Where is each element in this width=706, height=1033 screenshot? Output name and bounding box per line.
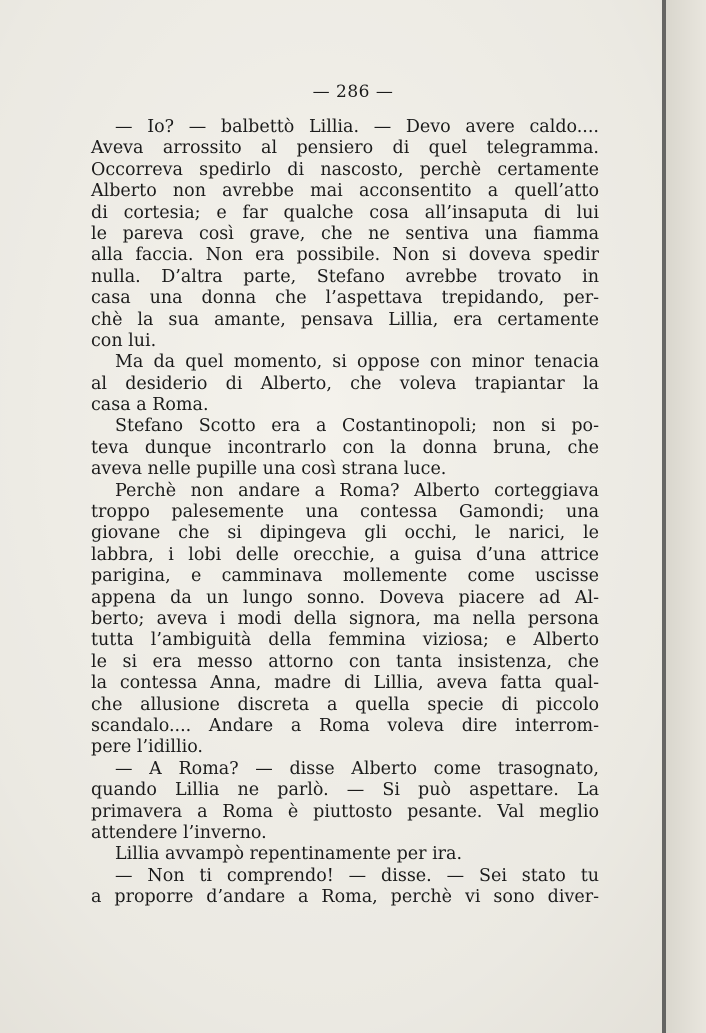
text-line: appena da un lungo sonno. Doveva piacere ad Al- xyxy=(91,587,599,608)
text-line: tutta l’ambiguità della femmina viziosa; e Alberto xyxy=(91,630,599,651)
text-line: scandalo.... Andare a Roma voleva dire interrom- xyxy=(91,715,599,736)
text-line: casa a Roma. xyxy=(91,395,209,416)
page-number: — 286 — xyxy=(312,82,394,102)
text-line: giovane che si dipingeva gli occhi, le narici, le xyxy=(91,523,599,544)
adjacent-page-strip xyxy=(666,0,706,1033)
text-line: Perchè non andare a Roma? Alberto corteggiava xyxy=(115,480,599,501)
text-line: alla faccia. Non era possibile. Non si doveva spedir xyxy=(91,245,599,266)
text-line: di cortesia; e far qualche cosa all’insaputa di lui xyxy=(91,202,599,223)
text-line: — Non ti comprendo! — disse. — Sei stato tu xyxy=(115,865,599,886)
text-line: — Io? — balbettò Lillia. — Devo avere caldo.... xyxy=(115,117,599,137)
body-text xyxy=(91,117,599,908)
text-line: troppo palesemente una contessa Gamondi; una xyxy=(91,502,599,523)
text-line: primavera a Roma è piuttosto pesante. Val meglio xyxy=(91,801,599,822)
text-line: Ma da quel momento, si oppose con minor tenacia xyxy=(115,352,599,373)
text-line: Alberto non avrebbe mai acconsentito a quell’atto xyxy=(91,181,599,202)
text-line: — A Roma? — disse Alberto come trasognato, xyxy=(115,758,599,779)
text-line: chè la sua amante, pensava Lillia, era certamente xyxy=(91,309,599,330)
text-line: con lui. xyxy=(91,330,157,351)
text-line: Aveva arrossito al pensiero di quel telegramma. xyxy=(91,138,599,159)
text-line: a proporre d’andare a Roma, perchè vi sono diver- xyxy=(91,887,599,908)
text-line: quando Lillia ne parlò. — Si può aspettare. La xyxy=(91,780,599,801)
text-line: al desiderio di Alberto, che voleva trapiantar la xyxy=(91,373,599,394)
text-line: le si era messo attorno con tanta insistenza, che xyxy=(91,651,599,672)
text-line: attendere l’inverno. xyxy=(91,822,267,843)
text-line: casa una donna che l’aspettava trepidando, per- xyxy=(91,288,599,309)
text-line: Stefano Scotto era a Costantinopoli; non si po- xyxy=(115,416,599,437)
text-line: le pareva così grave, che ne sentiva una fiamma xyxy=(91,223,599,244)
text-line: pere l’idillio. xyxy=(91,737,203,758)
text-line: teva dunque incontrarlo con la donna bruna, che xyxy=(91,437,599,458)
text-line: berto; aveva i modi della signora, ma nella persona xyxy=(91,608,599,629)
text-line: Occorreva spedirlo di nascosto, perchè certamente xyxy=(91,159,599,180)
text-line: la contessa Anna, madre di Lillia, aveva fatta qual- xyxy=(91,673,599,694)
text-line: Lillia avvampò repentinamente per ira. xyxy=(115,844,463,865)
text-line: che allusione discreta a quella specie di piccolo xyxy=(91,694,599,715)
text-line: nulla. D’altra parte, Stefano avrebbe trovato in xyxy=(91,266,599,287)
text-line: parigina, e camminava mollemente come uscisse xyxy=(91,566,599,587)
text-line: labbra, i lobi delle orecchie, a guisa d’una attrice xyxy=(91,544,599,565)
text-line: aveva nelle pupille una così strana luce. xyxy=(91,459,447,480)
